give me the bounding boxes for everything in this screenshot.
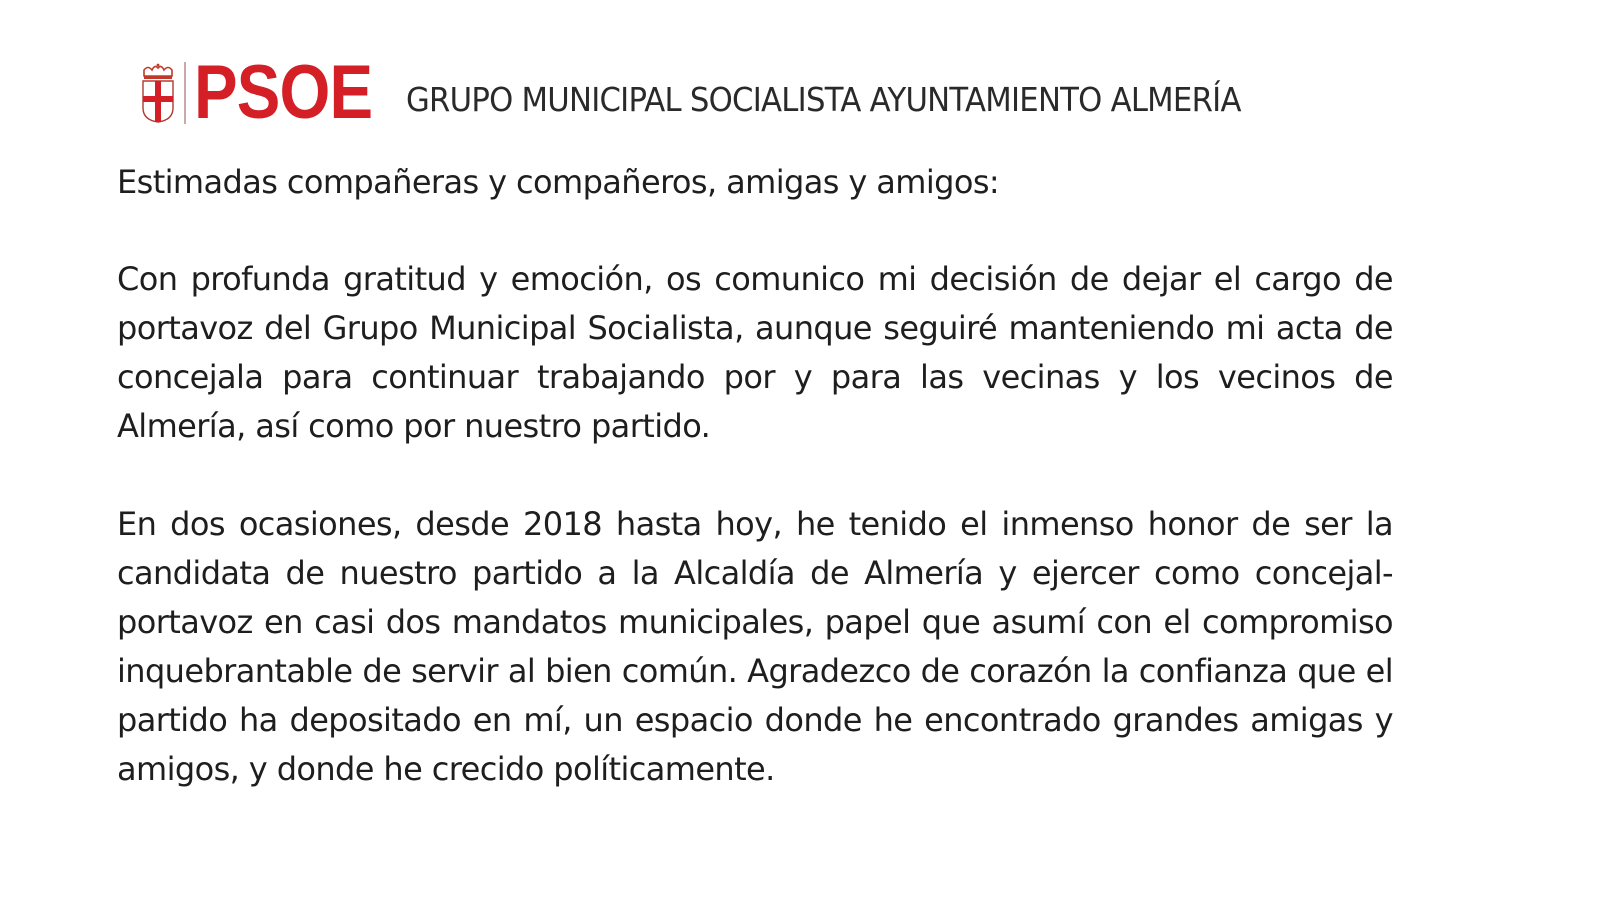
almeria-coat-of-arms-icon: [140, 62, 176, 124]
group-title: GRUPO MUNICIPAL SOCIALISTA AYUNTAMIENTO ALMERÍA: [406, 80, 1241, 119]
salutation: Estimadas compañeras y compañeros, amigas y amigos:: [117, 163, 1000, 201]
logo-divider: [184, 62, 186, 124]
paragraph-resignation: Con profunda gratitud y emoción, os comunico mi decisión de dejar el cargo de portavoz del Grupo Municipal Socialista, aunque seguiré manteniendo mi acta de concejala para continuar trabajando por y para las vecinas y los vecinos de Almería, así como por nuestro partido.: [117, 260, 1393, 445]
letter-body: [117, 158, 1393, 843]
letterhead: [140, 50, 394, 135]
paragraph-gratitude: En dos ocasiones, desde 2018 hasta hoy, he tenido el inmenso honor de ser la candidata de nuestro partido a la Alcaldía de Almería y ejercer como concejal-portavoz en casi dos mandatos municipales, papel que asumí con el compromiso inquebrantable de servir al bien común. Agradezco de corazón la confianza que el partido ha depositado en mí, un espacio donde he encontrado grandes amigas y amigos, y donde he crecido políticamente.: [117, 505, 1393, 788]
psoe-logo: PSOE: [194, 50, 373, 135]
